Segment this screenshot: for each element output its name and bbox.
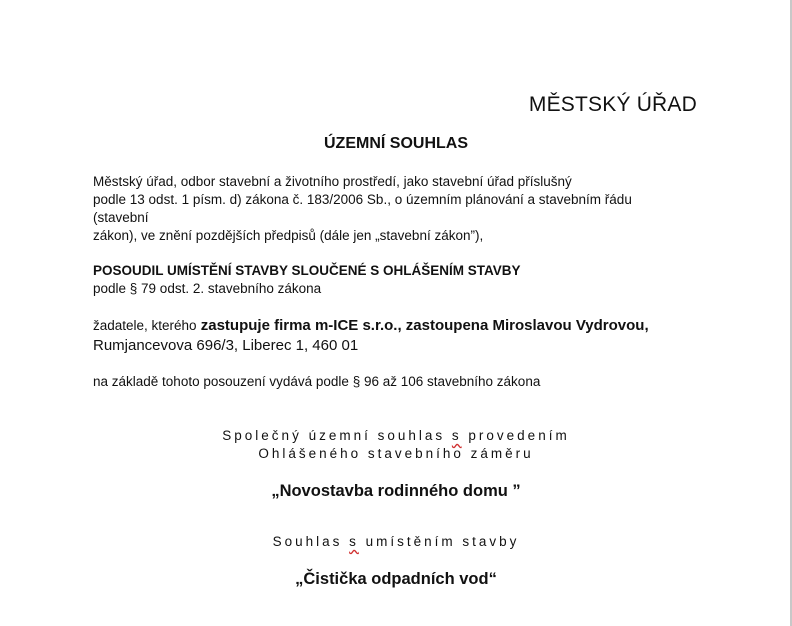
intro-paragraph: [93, 173, 673, 245]
consent-joint-line2: Ohlášeného stavebního záměru: [258, 446, 534, 461]
assessment-paragraph: [93, 262, 673, 298]
assessment-heading: POSOUDIL UMÍSTĚNÍ STAVBY SLOUČENÉ S OHLÁŠENÍM STAVBY: [93, 263, 521, 278]
consent-joint-text-a: Společný územní souhlas: [222, 428, 446, 443]
intro-line: zákon), ve znění pozdějších předpisů (dále jen „stavební zákon”),: [93, 228, 484, 243]
intro-line: Městský úřad, odbor stavební a životního prostředí, jako stavební úřad příslušný: [93, 174, 572, 189]
applicant-paragraph: [93, 316, 673, 356]
consent-placement-preposition: s: [349, 534, 359, 549]
applicant-address: Rumjancevova 696/3, Liberec 1, 460 01: [93, 337, 359, 354]
consent-joint: [0, 427, 792, 463]
consent-placement-text-a: Souhlas: [272, 534, 343, 549]
applicant-prefix: žadatele, kterého: [93, 318, 197, 333]
consent-joint-preposition: s: [451, 428, 462, 443]
decision-basis: na základě tohoto posouzení vydává podle § 96 až 106 stavebního zákona: [93, 374, 541, 389]
consent-placement-text-b: umístěním stavby: [365, 534, 520, 549]
project-title-house: „Novostavba rodinného domu ”: [271, 482, 521, 500]
applicant-representative: zastupuje firma m-ICE s.r.o., zastoupena Miroslavou Vydrovou,: [200, 317, 649, 334]
consent-joint-text-b: provedením: [468, 428, 570, 443]
intro-line: podle 13 odst. 1 písm. d) zákona č. 183/2006 Sb., o územním plánování a stavebním řádu: [93, 192, 632, 207]
document-title: ÚZEMNÍ SOUHLAS: [324, 135, 468, 152]
office-name: MĚSTSKÝ ÚŘAD: [528, 93, 697, 116]
project-title-wastewater: „Čistička odpadních vod“: [295, 570, 497, 588]
intro-line: (stavební: [93, 210, 149, 225]
consent-placement: [0, 533, 792, 551]
assessment-basis: podle § 79 odst. 2. stavebního zákona: [93, 281, 322, 296]
